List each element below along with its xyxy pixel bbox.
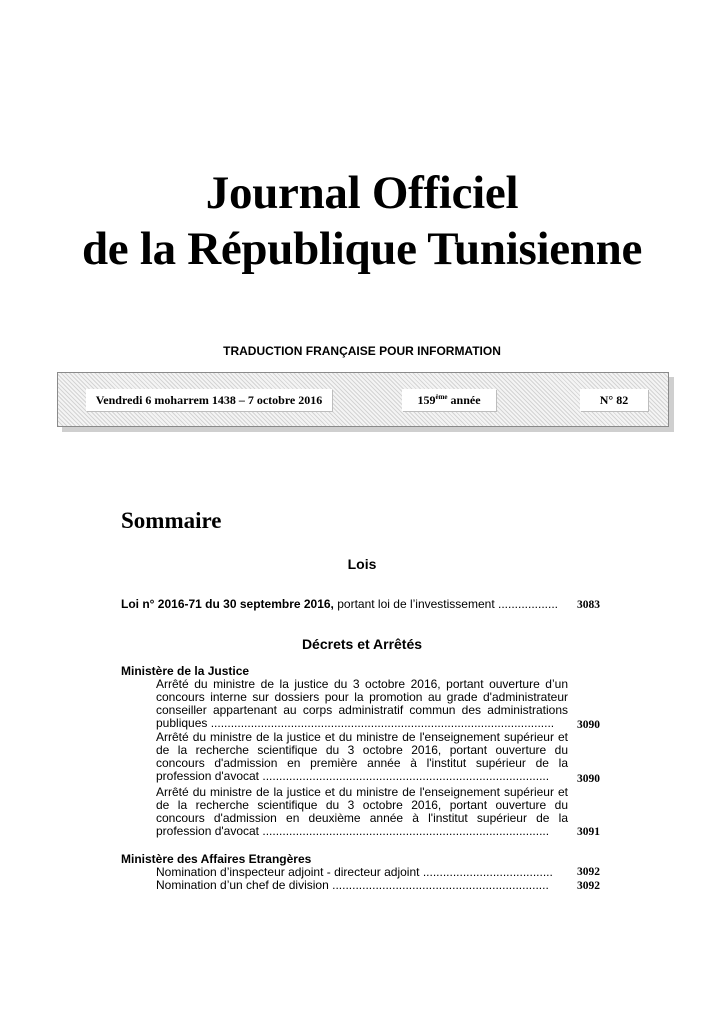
- year-number: 159: [417, 393, 436, 407]
- entry-line: Nomination d’un chef de division .................................................................: [156, 879, 549, 892]
- journal-title-line2: de la République Tunisienne: [81, 223, 643, 275]
- section-decrets-heading: Décrets et Arrêtés: [301, 636, 423, 652]
- page-number: 3092: [577, 880, 600, 892]
- header-band: [57, 372, 669, 427]
- entry-line: concours d'admission en première année à l'institut supérieur de la: [156, 756, 568, 770]
- page-number: 3083: [577, 599, 600, 611]
- translation-note: TRADUCTION FRANÇAISE POUR INFORMATION: [223, 344, 501, 358]
- issue-date: Vendredi 6 moharrem 1438 – 7 octobre 2016: [86, 389, 332, 411]
- loi-reference: Loi n° 2016-71 du 30 septembre 2016,: [121, 597, 334, 611]
- entry-line: concours d'admission en deuxième année à l'institut supérieur de la: [156, 811, 568, 825]
- loi-description: portant loi de l’investissement ..................: [333, 597, 558, 611]
- entry-line: concours interne sur dossiers pour la promotion au grade d'administrateur: [156, 690, 568, 704]
- page-number: 3090: [577, 773, 600, 785]
- entry-line: conseiller appartenant au corps administratif commun des administrations: [156, 703, 568, 717]
- page-number: 3092: [577, 866, 600, 878]
- toc-entry-foreign-2[interactable]: [156, 879, 568, 892]
- issue-year: [402, 389, 496, 411]
- entry-line: de la recherche scientifique du 3 octobre 2016, portant ouverture du: [156, 798, 568, 812]
- year-suffix: ème: [435, 393, 448, 401]
- section-lois-heading: Lois: [347, 556, 377, 572]
- page-number: 3090: [577, 719, 600, 731]
- issue-number: N° 82: [580, 389, 648, 411]
- entry-line: profession d'avocat ......................................................................................: [156, 770, 550, 783]
- entry-line: Arrêté du ministre de la justice du 3 octobre 2016, portant ouverture d’un: [156, 677, 568, 691]
- ministry-justice: Ministère de la Justice: [121, 664, 250, 678]
- entry-line: Arrêté du ministre de la justice et du ministre de l'enseignement supérieur et: [156, 730, 568, 744]
- entry-line: Arrêté du ministre de la justice et du ministre de l'enseignement supérieur et: [156, 785, 568, 799]
- toc-entry-justice-2[interactable]: [156, 731, 568, 783]
- entry-line: profession d'avocat ......................................................................................: [156, 825, 550, 838]
- entry-line: publiques .......................................................................................................: [156, 717, 555, 730]
- toc-entry-foreign-1[interactable]: [156, 866, 568, 879]
- page-number: 3091: [577, 826, 600, 838]
- entry-line: de la recherche scientifique du 3 octobre 2016, portant ouverture du: [156, 743, 568, 757]
- entry-line: Nomination d’inspecteur adjoint - directeur adjoint .......................................: [156, 866, 553, 879]
- ministry-foreign-affairs: Ministère des Affaires Etrangères: [121, 852, 312, 866]
- year-word: année: [450, 393, 481, 407]
- toc-entry-justice-3[interactable]: [156, 786, 568, 838]
- toc-entry-loi[interactable]: [121, 598, 569, 611]
- toc-entry-justice-1[interactable]: [156, 678, 568, 730]
- sommaire-heading: Sommaire: [121, 508, 222, 533]
- journal-title-line1: Journal Officiel: [205, 167, 519, 219]
